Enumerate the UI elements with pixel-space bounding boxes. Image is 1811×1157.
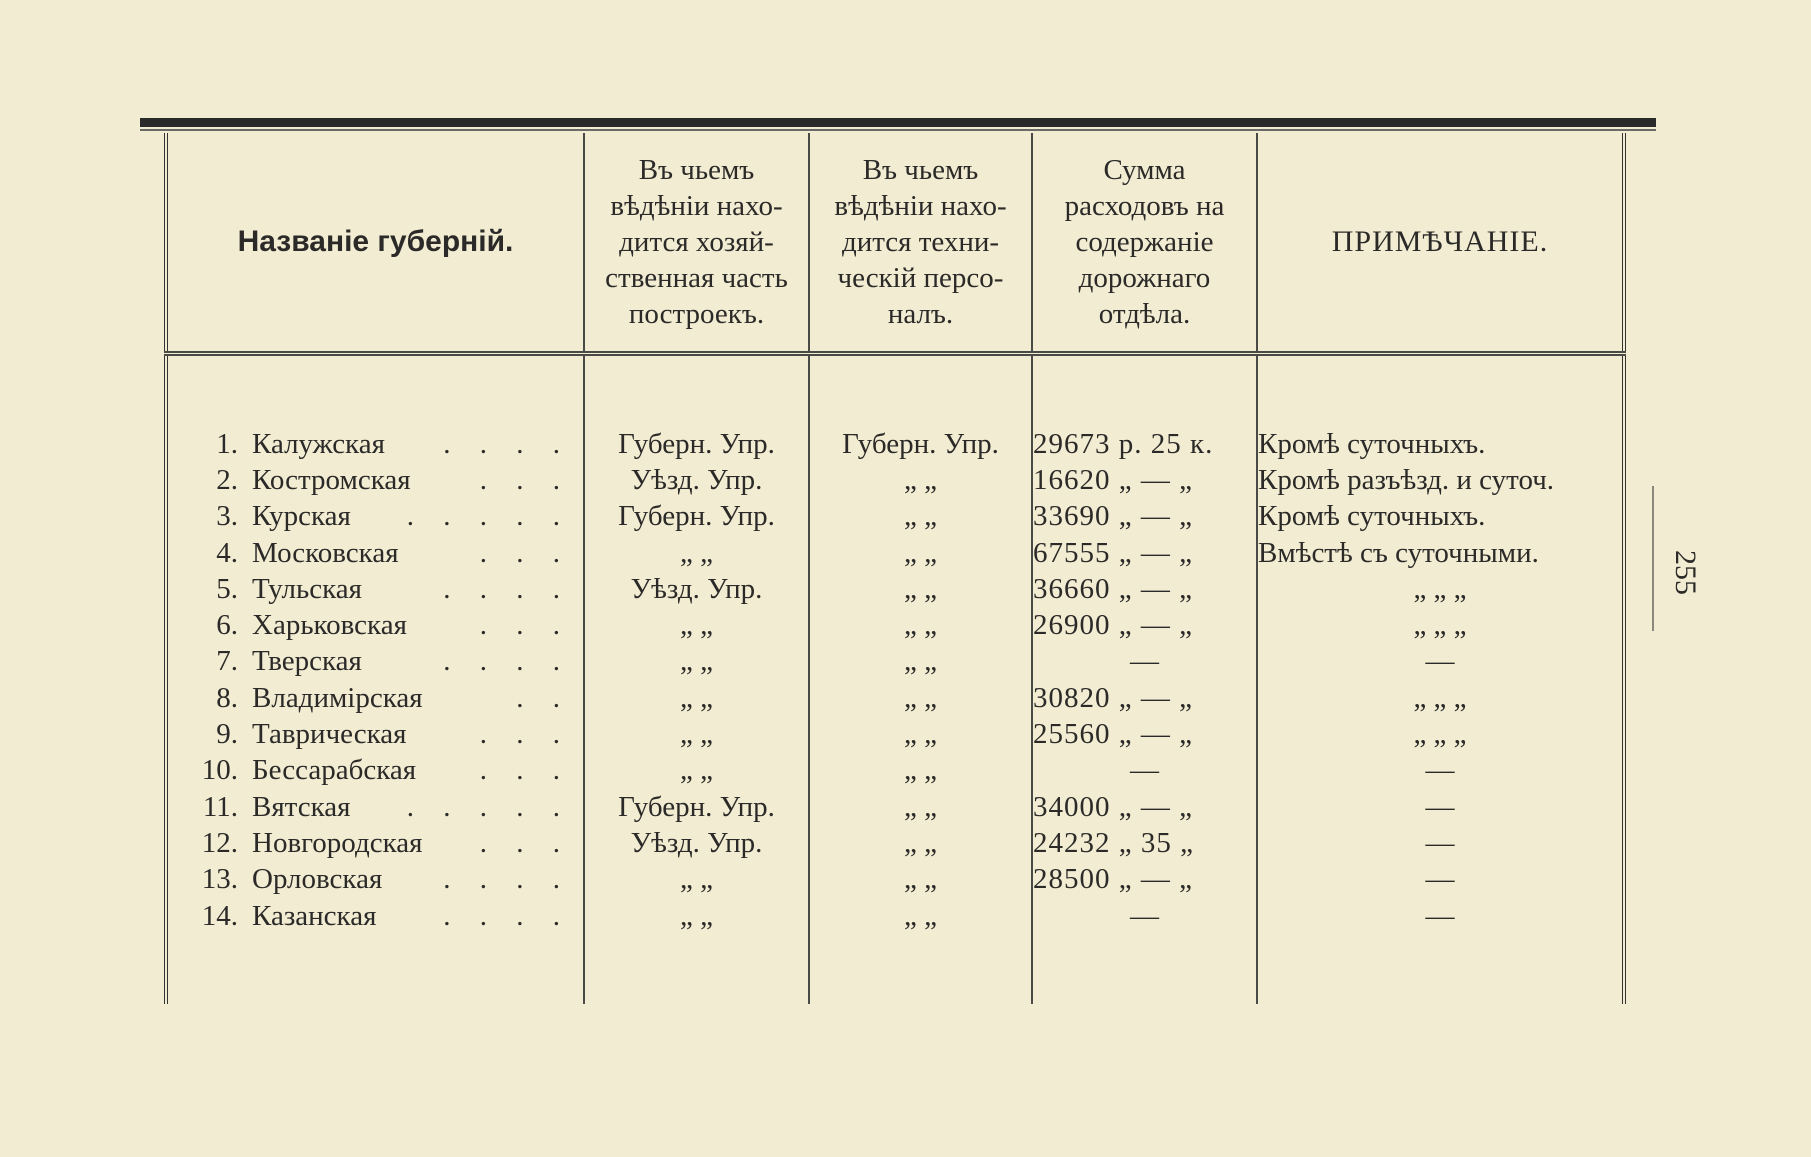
- governorate-name: Калужская: [252, 427, 385, 460]
- top-rule-thin: [140, 129, 1656, 131]
- cell-hoz: „ „: [584, 680, 809, 716]
- cell-tech: „ „: [809, 571, 1032, 607]
- header-hoz-line: построекъ.: [628, 298, 765, 330]
- leader-dots: . . . .: [443, 645, 571, 678]
- spacer-row: [166, 354, 1624, 427]
- cell-name: [166, 571, 584, 607]
- header-sum-line: Сумма: [1103, 154, 1186, 186]
- cell-tech: „ „: [809, 825, 1032, 861]
- governorate-name: Бессарабская: [252, 754, 417, 787]
- cell-tech: „ „: [809, 753, 1032, 789]
- cell-name: [166, 898, 584, 934]
- cell-note: „ „ „: [1257, 680, 1624, 716]
- cell-sum: —: [1032, 753, 1257, 789]
- cell-hoz: Уѣзд. Упр.: [584, 462, 809, 498]
- governorate-name: Московская: [252, 536, 399, 569]
- header-sum-line: расходовъ на: [1064, 190, 1225, 222]
- cell-sum: 16620 „ — „: [1032, 462, 1257, 498]
- header-name: Названіе губерній.: [166, 133, 584, 354]
- cell-note: Кромѣ суточныхъ.: [1257, 426, 1624, 462]
- cell-hoz: „ „: [584, 535, 809, 571]
- header-tech-line: вѣдѣніи нахо-: [834, 190, 1007, 222]
- leader-dots: . . . . .: [406, 790, 571, 823]
- governorate-name: Вятская: [252, 790, 351, 823]
- header-hoz-line: вѣдѣніи нахо-: [610, 190, 783, 222]
- table-row: [166, 789, 1624, 825]
- governorate-name: Тверская: [252, 645, 362, 678]
- leader-dots: . . .: [479, 826, 571, 859]
- cell-note: „ „ „: [1257, 716, 1624, 752]
- leader-dots: . . . .: [443, 427, 571, 460]
- cell-tech: „ „: [809, 716, 1032, 752]
- header-sum: [1032, 133, 1257, 354]
- leader-dots: . . . . .: [406, 500, 571, 533]
- cell-sum: 28500 „ — „: [1032, 862, 1257, 898]
- table-row: [166, 426, 1624, 462]
- governorate-name: Орловская: [252, 863, 383, 896]
- cell-sum: 24232 „ 35 „: [1032, 825, 1257, 861]
- row-number: 2.: [216, 463, 238, 496]
- row-number: 14.: [201, 899, 238, 932]
- cell-name: [166, 499, 584, 535]
- row-number: 3.: [216, 500, 238, 533]
- cell-note: Кромѣ суточныхъ.: [1257, 499, 1624, 535]
- row-number: 12.: [201, 826, 238, 859]
- cell-note: Вмѣстѣ съ суточными.: [1257, 535, 1624, 571]
- cell-name: [166, 607, 584, 643]
- table-row: [166, 607, 1624, 643]
- cell-note: „ „ „: [1257, 607, 1624, 643]
- cell-hoz: Губерн. Упр.: [584, 499, 809, 535]
- cell-hoz: Уѣзд. Упр.: [584, 825, 809, 861]
- governorate-name: Таврическая: [252, 718, 407, 751]
- cell-hoz: „ „: [584, 607, 809, 643]
- header-tech: [809, 133, 1032, 354]
- table-row: [166, 499, 1624, 535]
- header-tech-line: дится техни-: [841, 226, 1000, 258]
- cell-name: [166, 789, 584, 825]
- table-row: [166, 825, 1624, 861]
- table-row: [166, 644, 1624, 680]
- leader-dots: . . .: [479, 536, 571, 569]
- governorate-name: Казанская: [252, 899, 377, 932]
- cell-name: [166, 753, 584, 789]
- cell-tech: „ „: [809, 680, 1032, 716]
- leader-dots: . . . .: [443, 863, 571, 896]
- leader-dots: . . .: [479, 609, 571, 642]
- cell-hoz: „ „: [584, 862, 809, 898]
- cell-tech: „ „: [809, 862, 1032, 898]
- cell-hoz: Губерн. Упр.: [584, 789, 809, 825]
- cell-note: —: [1257, 825, 1624, 861]
- row-number: 7.: [216, 645, 238, 678]
- page-number: 255: [1669, 550, 1702, 595]
- cell-sum: 30820 „ — „: [1032, 680, 1257, 716]
- header-hoz-line: дится хозяй-: [619, 226, 774, 258]
- row-number: 10.: [201, 754, 238, 787]
- table-row: [166, 680, 1624, 716]
- cell-name: [166, 644, 584, 680]
- table-row: [166, 753, 1624, 789]
- cell-name: [166, 825, 584, 861]
- header-tech-line: ческій персо-: [837, 262, 1004, 294]
- cell-name: [166, 535, 584, 571]
- cell-hoz: „ „: [584, 716, 809, 752]
- cell-sum: —: [1032, 644, 1257, 680]
- cell-sum: 33690 „ — „: [1032, 499, 1257, 535]
- cell-hoz: Губерн. Упр.: [584, 426, 809, 462]
- header-hoz-line: Въ чьемъ: [638, 154, 755, 186]
- leader-dots: . . .: [479, 463, 571, 496]
- cell-note: —: [1257, 644, 1624, 680]
- cell-tech: „ „: [809, 789, 1032, 825]
- cell-hoz: „ „: [584, 753, 809, 789]
- table-row: [166, 571, 1624, 607]
- header-hoz-line: ственная часть: [605, 262, 788, 294]
- spacer-row: [166, 934, 1624, 1004]
- governorate-name: Курская: [252, 500, 351, 533]
- row-number: 5.: [216, 572, 238, 605]
- row-number: 1.: [216, 427, 238, 460]
- cell-tech: Губерн. Упр.: [809, 426, 1032, 462]
- cell-tech: „ „: [809, 898, 1032, 934]
- row-number: 6.: [216, 609, 238, 642]
- row-number: 13.: [201, 863, 238, 896]
- top-rule: [140, 118, 1656, 127]
- row-number: 9.: [216, 718, 238, 751]
- table-body: [166, 354, 1624, 1005]
- leader-dots: . . . .: [443, 572, 571, 605]
- cell-name: [166, 862, 584, 898]
- header-sum-line: дорожнаго: [1078, 262, 1211, 294]
- table-header: [166, 133, 1624, 354]
- header-sum-line: отдѣла.: [1098, 298, 1191, 330]
- cell-note: „ „ „: [1257, 571, 1624, 607]
- cell-tech: „ „: [809, 535, 1032, 571]
- cell-note: —: [1257, 898, 1624, 934]
- row-number: 11.: [202, 790, 238, 823]
- cell-hoz: „ „: [584, 898, 809, 934]
- governorates-table: [164, 133, 1626, 1004]
- cell-note: Кромѣ разъѣзд. и суточ.: [1257, 462, 1624, 498]
- cell-sum: 25560 „ — „: [1032, 716, 1257, 752]
- leader-dots: . . .: [479, 754, 571, 787]
- table-row: [166, 898, 1624, 934]
- margin-rule: [1652, 486, 1654, 631]
- cell-tech: „ „: [809, 462, 1032, 498]
- row-number: 8.: [216, 681, 238, 714]
- cell-sum: 67555 „ — „: [1032, 535, 1257, 571]
- table-row: [166, 862, 1624, 898]
- header-hoz: [584, 133, 809, 354]
- header-tech-line: налъ.: [887, 298, 954, 330]
- governorate-name: Новгородская: [252, 826, 423, 859]
- cell-sum: 29673 р. 25 к.: [1032, 426, 1257, 462]
- leader-dots: . . .: [479, 718, 571, 751]
- cell-name: [166, 716, 584, 752]
- cell-tech: „ „: [809, 499, 1032, 535]
- cell-sum: 36660 „ — „: [1032, 571, 1257, 607]
- table-row: [166, 462, 1624, 498]
- cell-sum: —: [1032, 898, 1257, 934]
- header-tech-line: Въ чьемъ: [862, 154, 979, 186]
- cell-note: —: [1257, 789, 1624, 825]
- table-row: [166, 535, 1624, 571]
- cell-hoz: „ „: [584, 644, 809, 680]
- governorate-name: Харьковская: [252, 609, 407, 642]
- cell-name: [166, 462, 584, 498]
- governorate-name: Тульская: [252, 572, 362, 605]
- cell-note: —: [1257, 862, 1624, 898]
- governorate-name: Владимірская: [252, 681, 423, 714]
- row-number: 4.: [216, 536, 238, 569]
- header-note: ПРИМѢЧАНІЕ.: [1257, 133, 1624, 354]
- cell-name: [166, 680, 584, 716]
- table-row: [166, 716, 1624, 752]
- header-sum-line: содержаніе: [1075, 226, 1214, 258]
- cell-name: [166, 426, 584, 462]
- leader-dots: . . . .: [443, 899, 571, 932]
- cell-hoz: Уѣзд. Упр.: [584, 571, 809, 607]
- cell-tech: „ „: [809, 607, 1032, 643]
- cell-sum: 34000 „ — „: [1032, 789, 1257, 825]
- cell-tech: „ „: [809, 644, 1032, 680]
- cell-sum: 26900 „ — „: [1032, 607, 1257, 643]
- governorate-name: Костромская: [252, 463, 411, 496]
- leader-dots: . .: [516, 681, 571, 714]
- cell-note: —: [1257, 753, 1624, 789]
